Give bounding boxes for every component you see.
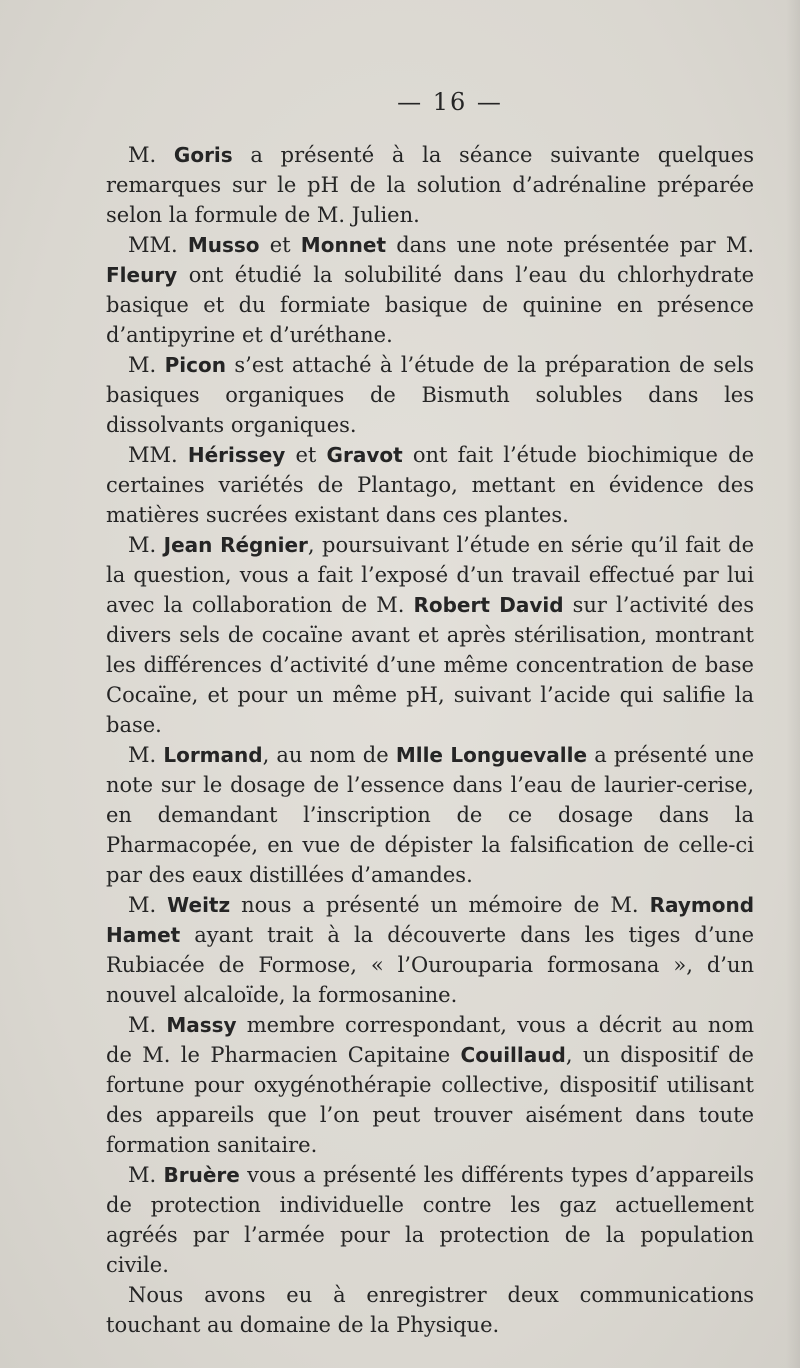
- body-text: [106, 140, 754, 1340]
- person-name: Goris: [173, 143, 233, 167]
- person-name: Picon: [164, 353, 226, 377]
- person-name: Couillaud: [460, 1043, 566, 1067]
- person-name: Mlle Longuevalle: [395, 743, 588, 767]
- page-edge-shadow: [786, 0, 800, 1368]
- paragraph: [106, 1160, 754, 1280]
- paragraph-text: M.: [128, 743, 164, 767]
- paragraph-text: Nous avons eu à enregistrer deux communications touchant au domaine de la Physique.: [106, 1283, 754, 1337]
- paragraph: [106, 530, 754, 740]
- paragraph-text: MM.: [128, 443, 188, 467]
- paragraph: [106, 230, 754, 350]
- paragraph-text: , un dispositif de fortune pour oxygénothérapie collective, dispositif utilisant des appareils que l’on peut trouver aisément dans toute formation sanitaire.: [106, 1043, 754, 1157]
- paragraph-text: , au nom de: [262, 743, 396, 767]
- paragraph-text: ayant trait à la découverte dans les tiges d’une Rubiacée de Formose, « l’Ourouparia formosana », d’un nouvel alcaloïde, la formosanine.: [106, 923, 754, 1007]
- person-name: Monnet: [300, 233, 387, 257]
- paragraph-text: nous a présenté un mémoire de M.: [230, 893, 650, 917]
- paragraph: [106, 140, 754, 230]
- page-number: — 16 —: [397, 88, 503, 116]
- person-name: Fleury: [106, 263, 178, 287]
- person-name: Raymond Hamet: [106, 893, 755, 947]
- paragraph-text: M.: [128, 1013, 167, 1037]
- person-name: Jean Régnier: [163, 533, 308, 557]
- person-name: Bruère: [163, 1163, 240, 1187]
- paragraph-text: et: [259, 233, 301, 257]
- paragraph-text: s’est attaché à l’étude de la préparation de sels basiques organiques de Bismuth solubles dans les dissolvants organiques.: [106, 353, 754, 437]
- paragraph-text: ont fait l’étude biochimique de certaines variétés de Plantago, mettant en évidence des matières sucrées existant dans ces plantes.: [106, 443, 754, 527]
- paragraph-text: M.: [128, 143, 174, 167]
- paragraph-text: M.: [128, 1163, 164, 1187]
- person-name: Hérissey: [187, 443, 286, 467]
- paragraph-text: MM.: [128, 233, 188, 257]
- paragraph-text: a présenté une note sur le dosage de l’essence dans l’eau de laurier-cerise, en demandant l’inscription de ce dosage dans la Pharmacopée, en vue de dépister la falsification de celle-ci par des eaux distillées d’amandes.: [106, 743, 755, 887]
- person-name: Weitz: [167, 893, 231, 917]
- person-name: Massy: [166, 1013, 237, 1037]
- paragraph-text: M.: [128, 893, 168, 917]
- paragraph-text: , poursuivant l’étude en série qu’il fait de la question, vous a fait l’exposé d’un travail effectué par lui avec la collaboration de M.: [106, 533, 754, 617]
- paragraph-text: M.: [128, 353, 165, 377]
- person-name: Lormand: [163, 743, 263, 767]
- person-name: Robert David: [413, 593, 564, 617]
- paragraph: [106, 890, 754, 1010]
- paragraph-text: et: [285, 443, 327, 467]
- paragraph-text: ont étudié la solubilité dans l’eau du chlorhydrate basique et du formiate basique de quinine en présence d’antipyrine et d’uréthane.: [106, 263, 754, 347]
- paragraph: [106, 1280, 754, 1340]
- paragraph-text: sur l’activité des divers sels de cocaïne avant et après stérilisation, montrant les différences d’activité d’une même concentration de base Cocaïne, et pour un même pH, suivant l’acide qui salifie la base.: [106, 593, 755, 737]
- paragraph-text: membre correspondant, vous a décrit au nom de M. le Pharmacien Capitaine: [106, 1013, 754, 1067]
- person-name: Gravot: [326, 443, 403, 467]
- paragraph-text: dans une note présentée par M.: [386, 233, 754, 257]
- paragraph: [106, 1010, 754, 1160]
- paragraph-text: vous a présenté les différents types d’appareils de protection individuelle contre les gaz actuellement agréés par l’armée pour la protection de la population civile.: [106, 1163, 754, 1277]
- paragraph: [106, 350, 754, 440]
- paragraph: [106, 740, 754, 890]
- paragraph: [106, 440, 754, 530]
- paragraph-text: a présenté à la séance suivante quelques remarques sur le pH de la solution d’adrénaline préparée selon la formule de M. Julien.: [106, 143, 754, 227]
- person-name: Musso: [187, 233, 260, 257]
- paragraph-text: M.: [128, 533, 164, 557]
